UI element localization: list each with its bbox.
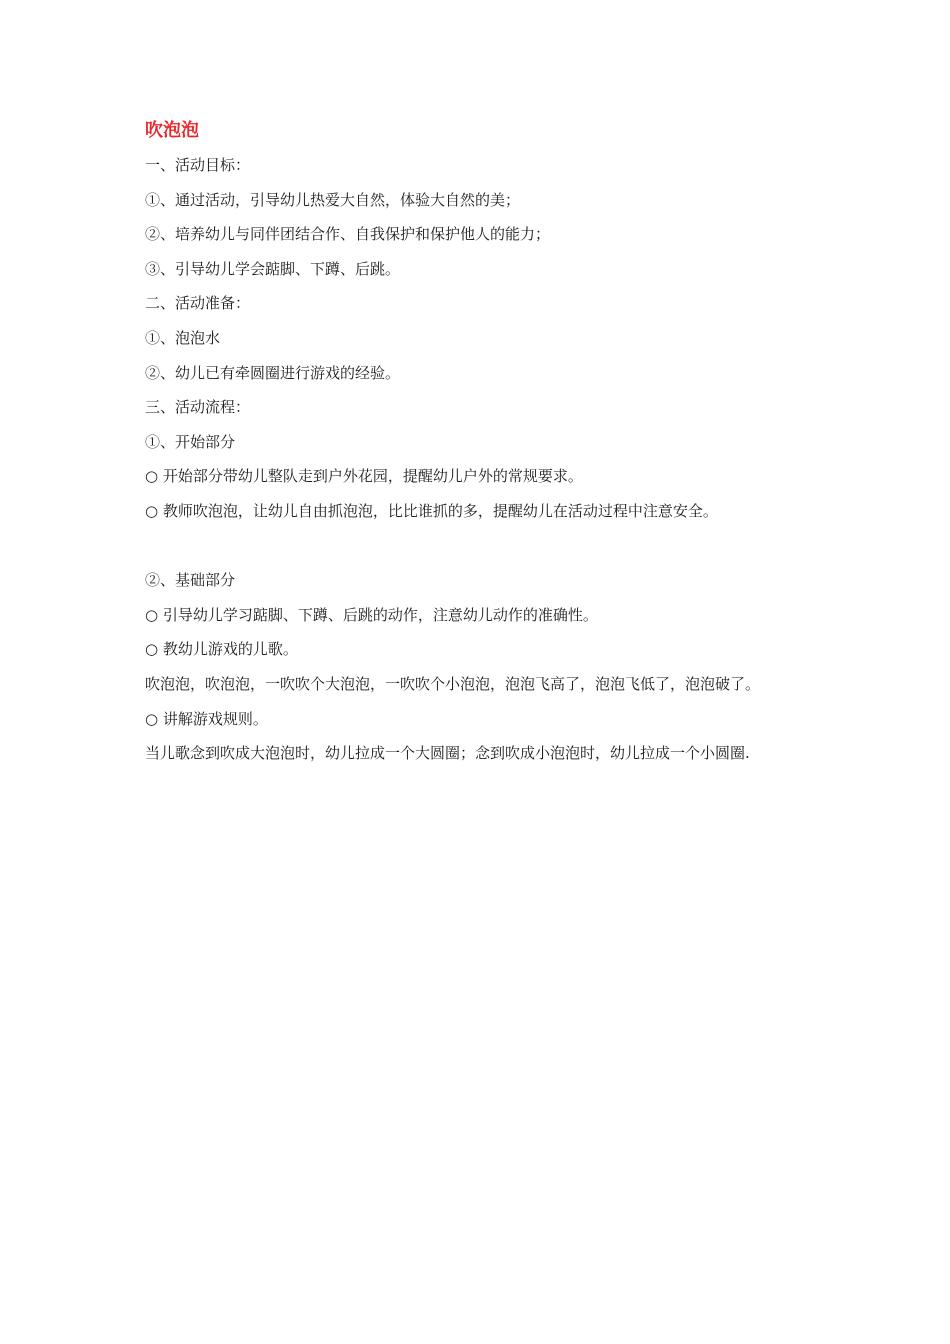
goal-item-1: ①、通过活动，引导幼儿热爱大自然，体验大自然的美； xyxy=(145,190,521,209)
basic-bullet-1: ○ 引导幼儿学习踮脚、下蹲、后跳的动作，注意幼儿动作的准确性。 xyxy=(145,605,598,624)
start-bullet-1: ○ 开始部分带幼儿整队走到户外花园，提醒幼儿户外的常规要求。 xyxy=(145,467,583,486)
prep-item-1: ①、泡泡水 xyxy=(145,328,221,347)
goal-item-3: ③、引导幼儿学会踮脚、下蹲、后跳。 xyxy=(145,259,401,278)
goal-item-2: ②、培养幼儿与同伴团结合作、自我保护和保护他人的能力； xyxy=(145,225,551,244)
step-heading-start: ①、开始部分 xyxy=(145,432,236,451)
step-heading-basic: ②、基础部分 xyxy=(145,571,236,590)
section-heading-process: 三、活动流程： xyxy=(145,398,251,417)
document-title: 吹泡泡 xyxy=(145,120,199,141)
section-heading-goals: 一、活动目标： xyxy=(145,156,251,174)
start-bullet-2: ○ 教师吹泡泡，让幼儿自由抓泡泡，比比谁抓的多，提醒幼儿在活动过程中注意安全。 xyxy=(145,501,718,520)
document-page xyxy=(145,118,810,771)
section-heading-preparation: 二、活动准备： xyxy=(145,294,251,313)
song-lyrics-paragraph: 吹泡泡，吹泡泡，一吹吹个大泡泡，一吹吹个小泡泡，泡泡飞高了，泡泡飞低了，泡泡破了。 xyxy=(145,674,761,693)
prep-item-2: ②、幼儿已有牵圆圈进行游戏的经验。 xyxy=(145,363,401,382)
blank-line xyxy=(145,529,810,564)
basic-bullet-3: ○ 讲解游戏规则。 xyxy=(145,709,268,728)
basic-bullet-2: ○ 教幼儿游戏的儿歌。 xyxy=(145,640,298,659)
game-rules-paragraph: 当儿歌念到吹成大泡泡时，幼儿拉成一个大圆圈；念到吹成小泡泡时，幼儿拉成一个小圆圈. xyxy=(145,744,750,763)
